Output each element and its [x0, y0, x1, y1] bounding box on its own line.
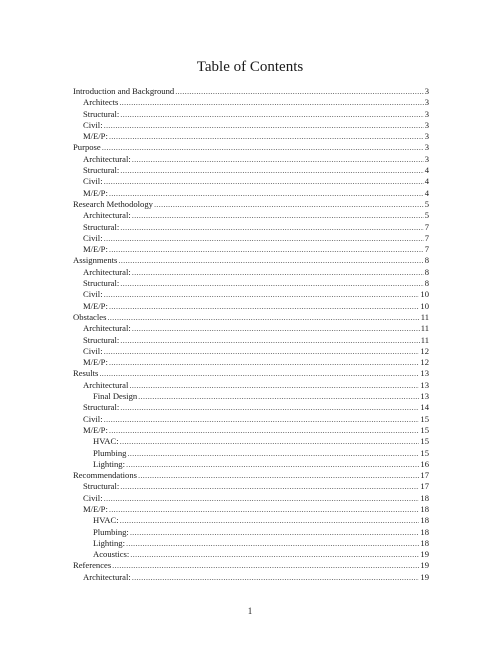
toc-entry-label: Structural: [83, 165, 120, 176]
toc-entry [73, 86, 429, 97]
toc-entry-page: 5 [424, 210, 429, 221]
toc-entry [73, 368, 429, 379]
toc-dot-leader [129, 380, 419, 391]
toc-entry-page: 13 [420, 368, 429, 379]
toc-entry-label: Architectural: [83, 323, 131, 334]
toc-dot-leader [120, 222, 423, 233]
toc-entry-page: 4 [424, 165, 429, 176]
toc-entry-page: 12 [420, 345, 429, 356]
toc-entry-label: Research Methodology [73, 198, 153, 209]
toc-dot-leader [120, 278, 423, 289]
toc-dot-leader [104, 414, 420, 425]
toc-entry [73, 188, 429, 199]
toc-entry [73, 448, 429, 459]
toc-entry-label: Obstacles [73, 311, 107, 322]
toc-entry-page: 4 [424, 176, 429, 187]
toc-entry-page: 8 [424, 266, 429, 277]
toc-entry [73, 131, 429, 142]
toc-entry [73, 176, 429, 187]
toc-entry [73, 289, 429, 300]
toc-entry-label: M/E/P: [83, 300, 108, 311]
toc-entry [73, 560, 429, 571]
toc-dot-leader [130, 549, 419, 560]
toc-dot-leader [109, 244, 424, 255]
toc-entry-page: 7 [424, 232, 429, 243]
toc-entry-page: 13 [420, 379, 429, 390]
toc-dot-leader [120, 402, 419, 413]
toc-entry-page: 19 [420, 571, 429, 582]
toc-entry-label: References [73, 560, 112, 571]
toc-entry-page: 3 [424, 119, 429, 130]
toc-dot-leader [138, 470, 419, 481]
toc-entry-page: 7 [424, 244, 429, 255]
toc-entry-label: Structural: [83, 334, 120, 345]
toc-entry-label: Civil: [83, 345, 103, 356]
toc-dot-leader [132, 210, 424, 221]
toc-dot-leader [104, 493, 420, 504]
toc-entry [73, 515, 429, 526]
toc-entry-label: Civil: [83, 413, 103, 424]
toc-entry-label: Architectural: [83, 571, 131, 582]
toc-entry-label: Architectural: [83, 266, 131, 277]
toc-entry-page: 3 [424, 153, 429, 164]
toc-entry-page: 18 [420, 515, 429, 526]
toc-entry-page: 15 [420, 413, 429, 424]
toc-dot-leader [120, 109, 423, 120]
toc-entry-page: 18 [420, 503, 429, 514]
toc-dot-leader [119, 97, 423, 108]
toc-entry-label: Civil: [83, 232, 103, 243]
toc-dot-leader [118, 255, 423, 266]
toc-entry [73, 222, 429, 233]
toc-entry [73, 244, 429, 255]
toc-dot-leader [104, 176, 424, 187]
toc-entry [73, 165, 429, 176]
toc-entry-label: Civil: [83, 176, 103, 187]
toc-entry-page: 11 [420, 334, 429, 345]
toc-entry [73, 109, 429, 120]
toc-list [73, 86, 429, 583]
toc-entry-label: HVAC: [93, 515, 119, 526]
toc-dot-leader [126, 459, 419, 470]
toc-entry-label: M/E/P: [83, 131, 108, 142]
toc-entry [73, 335, 429, 346]
toc-entry [73, 210, 429, 221]
toc-dot-leader [109, 425, 420, 436]
toc-entry-label: Lighting: [93, 458, 125, 469]
toc-entry [73, 142, 429, 153]
toc-entry-page: 3 [424, 131, 429, 142]
toc-entry [73, 414, 429, 425]
toc-entry-label: Architectural [83, 379, 129, 390]
toc-entry-page: 5 [424, 198, 429, 209]
toc-entry [73, 538, 429, 549]
toc-entry [73, 97, 429, 108]
toc-entry-label: Architectural: [83, 153, 131, 164]
toc-dot-leader [120, 515, 420, 526]
toc-entry-page: 15 [420, 436, 429, 447]
toc-entry-page: 4 [424, 187, 429, 198]
toc-entry-page: 19 [420, 560, 429, 571]
toc-entry [73, 301, 429, 312]
toc-entry [73, 504, 429, 515]
toc-dot-leader [130, 527, 420, 538]
toc-entry-label: Civil: [83, 119, 103, 130]
toc-dot-leader [132, 572, 420, 583]
toc-entry [73, 425, 429, 436]
toc-entry-label: Lighting: [93, 537, 125, 548]
toc-dot-leader [104, 120, 424, 131]
toc-entry-label: Structural: [83, 108, 120, 119]
toc-entry-label: HVAC: [93, 436, 119, 447]
toc-entry-page: 3 [424, 97, 429, 108]
toc-entry-label: M/E/P: [83, 187, 108, 198]
toc-entry-label: Architects [83, 97, 119, 108]
toc-entry-page: 7 [424, 221, 429, 232]
toc-entry-page: 19 [420, 549, 429, 560]
toc-entry-page: 10 [420, 300, 429, 311]
toc-entry-label: Final Design [93, 391, 138, 402]
toc-entry-page: 14 [420, 402, 429, 413]
toc-entry-label: M/E/P: [83, 503, 108, 514]
toc-dot-leader [120, 335, 419, 346]
toc-entry-page: 15 [420, 424, 429, 435]
toc-entry-label: Structural: [83, 278, 120, 289]
toc-entry-label: Structural: [83, 481, 120, 492]
toc-entry [73, 233, 429, 244]
toc-entry-label: Structural: [83, 402, 120, 413]
toc-entry [73, 255, 429, 266]
toc-dot-leader [127, 448, 419, 459]
toc-dot-leader [112, 560, 419, 571]
toc-dot-leader [154, 199, 424, 210]
toc-entry [73, 549, 429, 560]
toc-dot-leader [126, 538, 419, 549]
toc-entry-page: 17 [420, 481, 429, 492]
toc-entry [73, 493, 429, 504]
page-number: 1 [247, 606, 253, 616]
toc-entry [73, 481, 429, 492]
toc-dot-leader [120, 481, 419, 492]
toc-entry-page: 12 [420, 357, 429, 368]
toc-entry [73, 391, 429, 402]
toc-dot-leader [104, 289, 420, 300]
toc-dot-leader [175, 86, 424, 97]
toc-entry [73, 436, 429, 447]
toc-entry-label: Acoustics: [93, 549, 130, 560]
toc-entry [73, 346, 429, 357]
toc-entry-page: 16 [420, 458, 429, 469]
toc-entry-page: 3 [424, 86, 429, 96]
toc-entry-page: 11 [420, 323, 429, 334]
toc-entry-label: Recommendations [73, 470, 137, 481]
toc-entry [73, 154, 429, 165]
toc-entry-page: 8 [424, 255, 429, 266]
toc-entry-page: 18 [420, 492, 429, 503]
toc-entry [73, 312, 429, 323]
toc-entry-label: Results [73, 368, 99, 379]
toc-entry-page: 11 [420, 311, 429, 322]
toc-dot-leader [132, 323, 420, 334]
toc-entry-page: 10 [420, 289, 429, 300]
toc-entry-page: 13 [420, 391, 429, 402]
toc-dot-leader [120, 165, 423, 176]
toc-dot-leader [109, 131, 424, 142]
toc-entry-page: 17 [420, 470, 429, 481]
toc-entry-label: Structural: [83, 221, 120, 232]
toc-entry-page: 15 [420, 447, 429, 458]
toc-entry [73, 267, 429, 278]
toc-dot-leader [138, 391, 419, 402]
toc-entry-label: M/E/P: [83, 424, 108, 435]
toc-entry-page: 3 [424, 142, 429, 153]
toc-entry-page: 3 [424, 108, 429, 119]
toc-entry [73, 572, 429, 583]
toc-dot-leader [104, 233, 424, 244]
toc-entry-label: M/E/P: [83, 357, 108, 368]
toc-title: Table of Contents [196, 59, 304, 75]
toc-entry-page: 8 [424, 278, 429, 289]
toc-dot-leader [109, 357, 420, 368]
toc-entry-label: Assignments [73, 255, 118, 266]
toc-entry [73, 357, 429, 368]
toc-entry [73, 380, 429, 391]
toc-entry [73, 527, 429, 538]
toc-entry-label: Purpose [73, 142, 101, 153]
toc-entry [73, 402, 429, 413]
toc-entry-label: Civil: [83, 289, 103, 300]
toc-dot-leader [132, 267, 424, 278]
toc-dot-leader [109, 301, 420, 312]
toc-entry-label: Architectural: [83, 210, 131, 221]
toc-entry [73, 278, 429, 289]
toc-dot-leader [120, 436, 420, 447]
toc-entry [73, 323, 429, 334]
toc-dot-leader [109, 188, 424, 199]
toc-dot-leader [132, 154, 424, 165]
toc-dot-leader [109, 504, 420, 515]
toc-dot-leader [104, 346, 420, 357]
toc-entry-page: 18 [420, 526, 429, 537]
toc-entry [73, 459, 429, 470]
toc-entry [73, 470, 429, 481]
toc-entry-label: Civil: [83, 492, 103, 503]
toc-entry [73, 120, 429, 131]
toc-dot-leader [99, 368, 419, 379]
toc-entry-label: M/E/P: [83, 244, 108, 255]
toc-dot-leader [107, 312, 419, 323]
toc-entry-page: 18 [420, 537, 429, 548]
toc-entry-label: Plumbing: [93, 526, 129, 537]
toc-dot-leader [102, 142, 424, 153]
toc-entry-label: Introduction and Background [73, 86, 175, 96]
toc-entry [73, 199, 429, 210]
toc-entry-label: Plumbing [93, 447, 127, 458]
